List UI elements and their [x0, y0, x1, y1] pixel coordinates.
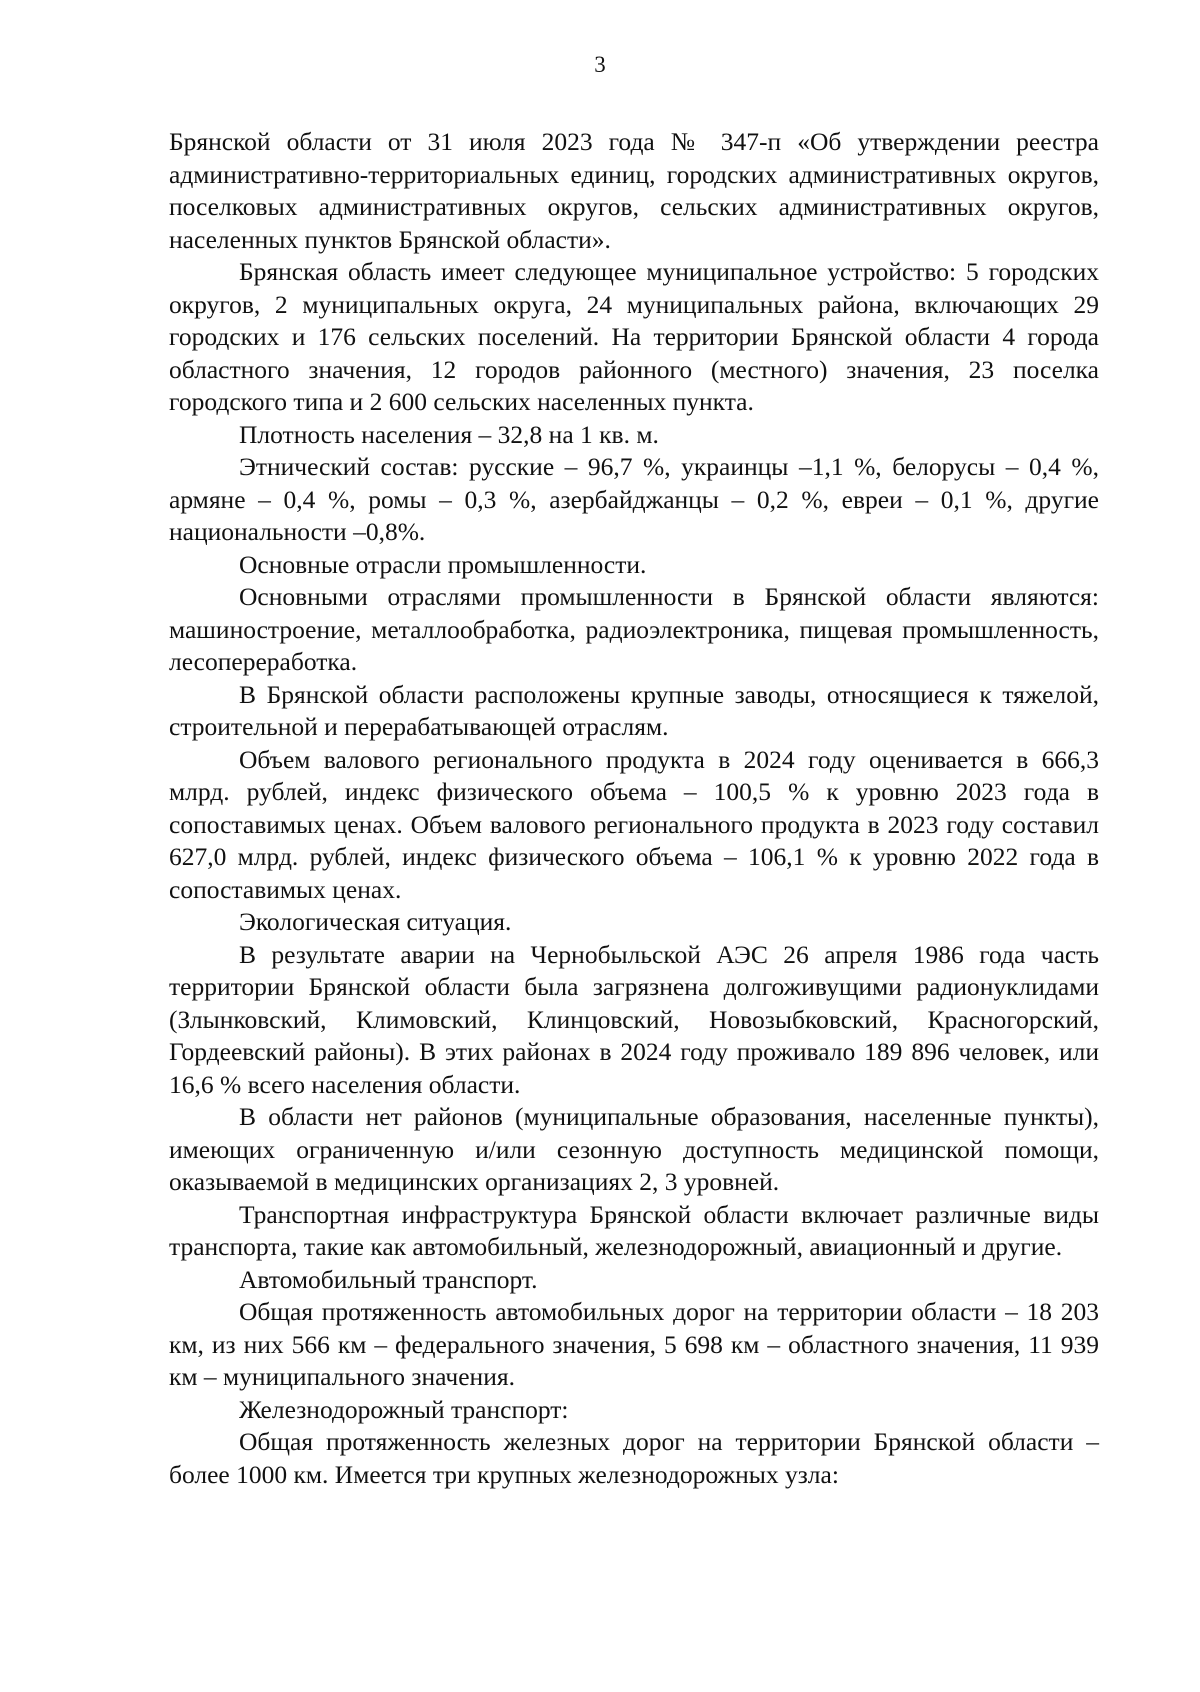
paragraph-population-density: Плотность населения – 32,8 на 1 кв. м.	[239, 419, 659, 449]
paragraph-registry-decree: Брянской области от 31 июля 2023 года № 347-п «Об утверждении реестра административно-территориальных единиц, городских административных округов, поселковых административных округов, сельских административных округов, населенных пунктов Брянской области».	[169, 127, 1099, 254]
paragraph-road-length: Общая протяженность автомобильных дорог на территории области – 18 203 км, из них 566 км – федерального значения, 5 698 км – областного значения, 11 939 км – муниципального значения.	[169, 1297, 1099, 1391]
paragraph-transport-infrastructure: Транспортная инфраструктура Брянской области включает различные виды транспорта, такие как автомобильный, железнодорожный, авиационный и другие.	[169, 1199, 1099, 1261]
paragraph-grp: Объем валового регионального продукта в 2024 году оценивается в 666,3 млрд. рублей, индекс физического объема – 100,5 % к уровню 2023 года в сопоставимых ценах. Объем валового регионального продукта в 2023 году составил 627,0 млрд. рублей, индекс физического объема – 106,1 % к уровню 2022 года в сопоставимых ценах.	[169, 744, 1099, 904]
heading-ecology: Экологическая ситуация.	[239, 907, 512, 936]
heading-road-transport: Автомобильный транспорт.	[239, 1264, 538, 1294]
paragraph-medical-access: В области нет районов (муниципальные образования, населенные пункты), имеющих ограниченную и/или сезонную доступность медицинской помощи, оказываемой в медицинских организациях 2, 3 уровней.	[169, 1102, 1099, 1196]
heading-main-industries: Основные отрасли промышленности.	[239, 549, 647, 579]
paragraph-ethnic-composition: Этнический состав: русские – 96,7 %, украинцы –1,1 %, белорусы – 0,4 %, армяне – 0,4 %, ромы – 0,3 %, азербайджанцы – 0,2 %, евреи – 0,1 %, другие национальности –0,8%.	[169, 452, 1099, 546]
paragraph-chernobyl: В результате аварии на Чернобыльской АЭС 26 апреля 1986 года часть территории Брянской области была загрязнена долгоживущими радионуклидами (Злынковский, Климовский, Клинцовский, Новозыбковский, Красногорский, Гордеевский районы). В этих районах в 2024 году проживало 189 896 человек, или 16,6 % всего населения области.	[169, 939, 1099, 1099]
page-number: 3	[594, 52, 606, 77]
heading-railway-transport: Железнодорожный транспорт:	[239, 1394, 569, 1424]
paragraph-municipal-structure: Брянская область имеет следующее муниципальное устройство: 5 городских округов, 2 муниципальных округа, 24 муниципальных района, включающих 29 городских и 176 сельских поселений. На территории Брянской области 4 города областного значения, 12 городов районного (местного) значения, 23 поселка городского типа и 2 600 сельских населенных пункта.	[169, 257, 1099, 416]
paragraph-railway-length: Общая протяженность железных дорог на территории Брянской области – более 1000 км. Имеется три крупных железнодорожных узла:	[169, 1427, 1099, 1489]
document-body	[169, 126, 1099, 1491]
paragraph-large-plants: В Брянской области расположены крупные заводы, относящиеся к тяжелой, строительной и перерабатывающей отраслям.	[169, 679, 1099, 741]
paragraph-industries-list: Основными отраслями промышленности в Брянской области являются: машиностроение, металлообработка, радиоэлектроника, пищевая промышленность, лесопереработка.	[169, 582, 1099, 676]
